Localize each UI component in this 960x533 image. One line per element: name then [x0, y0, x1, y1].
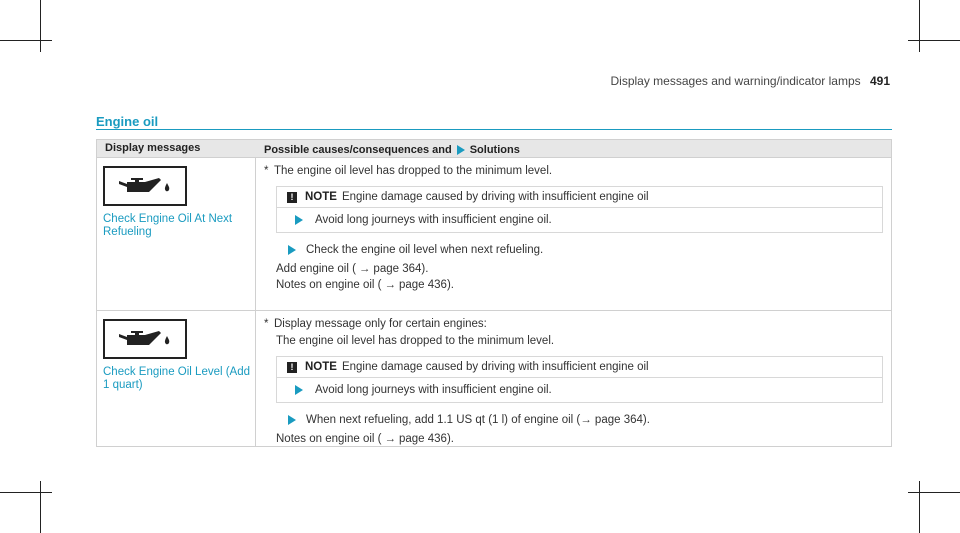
step-text: Check the engine oil level when next refueling. — [306, 244, 544, 256]
reference — [264, 279, 883, 291]
engine-oil-can-icon — [103, 166, 187, 206]
play-triangle-icon — [288, 245, 296, 255]
note-label: NOTE — [305, 191, 337, 203]
crop-mark — [908, 40, 960, 41]
col-causes-label: Possible causes/consequences and — [264, 143, 452, 156]
table-row — [97, 310, 891, 446]
arrow-icon: → — [384, 433, 396, 445]
col-causes — [256, 140, 891, 157]
solution-step — [264, 414, 883, 426]
display-message: Check Engine Oil Level (Add 1 quart) — [103, 366, 251, 391]
ref-page[interactable]: page 436). — [398, 433, 454, 445]
note-box — [276, 356, 883, 403]
crop-mark — [0, 40, 52, 41]
exclamation-icon: ! — [287, 192, 297, 203]
note-action: Avoid long journeys with insufficient engine oil. — [315, 214, 552, 226]
note-text: Engine damage caused by driving with insufficient engine oil — [341, 361, 649, 373]
page-number: 491 — [869, 74, 890, 88]
step-text: When next refueling, add 1.1 US qt (1 l) of engine oil (→ page 364). — [306, 414, 650, 426]
play-triangle-icon — [288, 415, 296, 425]
section-rule — [96, 129, 892, 130]
causes-cell — [256, 158, 891, 310]
crop-mark — [919, 481, 920, 533]
causes-cell — [256, 311, 891, 446]
asterisk: * — [264, 318, 269, 330]
note-text: Engine damage caused by driving with insufficient engine oil — [341, 191, 649, 203]
col-solutions-label: Solutions — [469, 143, 520, 156]
message-cell — [97, 158, 256, 310]
arrow-icon: → — [358, 263, 371, 275]
play-triangle-icon — [457, 145, 465, 155]
cause-text: Display message only for certain engines: — [274, 318, 487, 330]
crop-mark — [908, 492, 960, 493]
crop-mark — [0, 492, 52, 493]
display-message: Check Engine Oil At Next Refueling — [103, 213, 233, 238]
cause-text: The engine oil level has dropped to the minimum level. — [276, 335, 555, 347]
col-display-messages: Display messages — [105, 142, 201, 154]
message-cell — [97, 311, 256, 446]
arrow-icon: → — [384, 279, 396, 291]
crop-mark — [919, 0, 920, 52]
note-label: NOTE — [305, 361, 337, 373]
note-action: Avoid long journeys with insufficient engine oil. — [315, 384, 552, 396]
ref-text: Notes on engine oil ( — [276, 279, 382, 291]
ref-text: Add engine oil ( — [276, 263, 356, 275]
ref-page[interactable]: page 364). — [373, 263, 429, 275]
note-box — [276, 186, 883, 233]
crop-mark — [40, 481, 41, 533]
table-header — [97, 140, 891, 157]
running-header-text: Display messages and warning/indicator lamps — [610, 74, 861, 88]
asterisk: * — [264, 165, 269, 177]
running-header — [611, 74, 891, 88]
cause-text: The engine oil level has dropped to the minimum level. — [274, 165, 553, 177]
ref-page[interactable]: page 436). — [398, 279, 454, 291]
play-triangle-icon — [295, 215, 303, 225]
table-row — [97, 157, 891, 310]
ref-text: Notes on engine oil ( — [276, 433, 382, 445]
reference — [264, 433, 883, 445]
section-title: Engine oil — [96, 114, 159, 129]
exclamation-icon: ! — [287, 362, 297, 373]
solution-step — [264, 244, 883, 256]
play-triangle-icon — [295, 385, 303, 395]
crop-mark — [40, 0, 41, 52]
reference — [264, 263, 883, 275]
messages-table — [96, 139, 892, 447]
engine-oil-can-icon — [103, 319, 187, 359]
